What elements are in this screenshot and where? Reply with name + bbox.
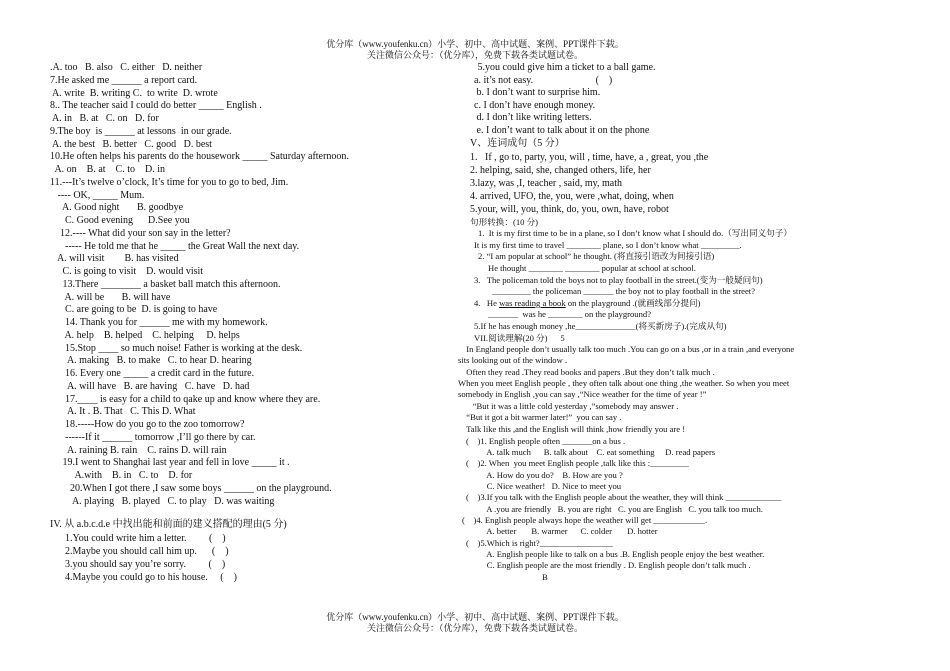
- iv-item: 1.You could write him a letter. ( ): [50, 533, 226, 544]
- reading-question: ( )3.If you talk with the English people about the weather, they will think _____________: [466, 492, 782, 502]
- reading-text: When you meet English people , they often talk about one thing ,the weather. So when you meet: [458, 378, 790, 388]
- question-line: 19.I went to Shanghai last year and fell in love _____ it .: [50, 457, 290, 469]
- question-line: 12.---- What did your son say in the letter?: [50, 227, 231, 239]
- question-line: C. is going to visit D. would visit: [50, 266, 204, 277]
- question-line: A. will be B. will have: [50, 291, 171, 303]
- question-line: 18.-----How do you go to the zoo tomorrow?: [50, 419, 245, 430]
- question-line: A. the best B. better C. good D. best: [50, 138, 212, 150]
- question-line: A. Good night B. goodbye: [50, 202, 184, 214]
- reading-text: “But it got a bit warmer later!” you can say .: [462, 412, 622, 422]
- question-line: C. Good evening D.See you: [50, 215, 190, 226]
- reading-question: ( )1. English people often _______on a bus .: [466, 436, 626, 446]
- reading-options: C. Nice weather! D. Nice to meet you: [476, 481, 622, 491]
- reading-options: A. English people like to talk on a bus .B. English people enjoy the best weather.: [476, 549, 765, 559]
- iv-item: 2.Maybe you should call him up. ( ): [50, 546, 229, 557]
- question-line: A. raining B. rain C. rains D. will rain: [50, 444, 227, 456]
- transform-title: 句形转换：(10 分): [470, 217, 539, 227]
- question-line: A.with B. in C. to D. for: [50, 470, 193, 481]
- transform-q2: 2. “I am popular at school” he thought. (将直接引语改为间接引语): [478, 251, 715, 261]
- iv-option: b. I don’t want to surprise him.: [474, 87, 601, 98]
- reading-text: “But it was a little cold yesterday ,”somebody may answer .: [462, 401, 679, 411]
- question-line: 15.Stop ____ so much noise! Father is working at the desk.: [50, 342, 303, 354]
- reading-text: Talk like this ,and the English will think ,how friendly you are !: [462, 424, 686, 434]
- question-line: 8.. The teacher said I could do better _____ English .: [50, 100, 262, 112]
- underlined-phrase: was reading a book: [499, 298, 566, 308]
- question-line: ----- He told me that he _____ the Great Wall the next day.: [50, 240, 300, 252]
- iv-item: 4.Maybe you could go to his house. ( ): [50, 572, 237, 583]
- iv-option: e. I don’t want to talk about it on the phone: [474, 125, 650, 136]
- question-line: A. making B. to make C. to hear D. hearing: [50, 355, 252, 367]
- reading-text: Often they read .They read books and papers .But they don’t talk much .: [462, 367, 715, 377]
- transform-q1: 1. It is my first time to be in a plane, so I don’t know what I should do.（写出同义句子）: [478, 228, 792, 238]
- question-line: 17.____ is easy for a child to qake up and know where they are.: [50, 393, 321, 405]
- section-vii-title: VII.阅读理解(20 分) 5: [474, 333, 565, 343]
- iv-item: 3.you should say you’re sorry. ( ): [50, 559, 226, 570]
- reading-text: In England people don’t usually talk too much .You can go on a bus ,or in a train ,and everyone: [462, 344, 795, 354]
- question-line: 9.The boy is ______ at lessons in our grade.: [50, 125, 232, 137]
- question-line: ------If it ______ tomorrow ,I’ll go there by car.: [50, 431, 256, 443]
- question-line: .A. too B. also C. either D. neither: [50, 62, 203, 73]
- reading-text: sits looking out of the window .: [458, 355, 568, 365]
- section-v-title: V、连词成句（5 分）: [470, 138, 565, 149]
- section-iv-title: IV. 从 a.b.c.d.e 中找出能和前面的建义搭配的理由(5 分): [50, 519, 287, 530]
- reading-question: ( )4. English people always hope the weather will get ____________.: [462, 515, 708, 525]
- question-line: 10.He often helps his parents do the housework _____ Saturday afternoon.: [50, 151, 349, 163]
- reading-question: ( )2. When you meet English people ,talk like this :_________: [466, 458, 689, 468]
- transform-q5: 5.If he has enough money ,he______________(将买新房子).(完成从句): [474, 321, 727, 331]
- v-item: 4. arrived, UFO, the, you, were ,what, doing, when: [470, 191, 674, 202]
- question-line: C. are going to be D. is going to have: [50, 304, 218, 316]
- header-line-2: 关注微信公众号：（优分库），免费下载各类试题试卷。: [366, 50, 583, 60]
- question-line: A. will visit B. has visited: [50, 253, 179, 265]
- transform-q4-blank: _______ was he ________ on the playground?: [488, 309, 652, 319]
- question-line: A. playing B. played C. to play D. was waiting: [50, 495, 275, 507]
- v-item: 1. If , go to, party, you, will , time, have, a , great, you ,the: [470, 152, 709, 163]
- answer-mark: B: [542, 572, 548, 582]
- reading-options: A. How do you do? B. How are you ?: [476, 470, 623, 480]
- question-line: A. help B. helped C. helping D. helps: [50, 329, 240, 341]
- transform-q2-blank: He thought ________ ________ popular at school at school.: [488, 263, 696, 273]
- question-line: 13.There ________ a basket ball match this afternoon.: [50, 278, 281, 290]
- reading-options: A. better B. warmer C. colder D. hotter: [476, 526, 658, 536]
- transform-q3: 3. The policeman told the boys not to play football in the street.(变为一般疑问句): [474, 275, 763, 285]
- question-line: ---- OK, _____ Mum.: [50, 189, 145, 201]
- iv-option: c. I don’t have enough money.: [474, 100, 596, 111]
- reading-options: A .you are friendly B. you are right C. you are English C. you talk too much.: [476, 504, 763, 514]
- iv-option: d. I don’t like writing letters.: [474, 112, 592, 123]
- question-line: 20.When I got there ,I saw some boys ______ on the playground.: [50, 482, 332, 494]
- question-line: A. will have B. are having C. have D. had: [50, 380, 250, 392]
- question-line: A. It . B. That C. This D. What: [50, 406, 196, 418]
- reading-question: ( )5.Which is right?_________________: [466, 538, 613, 548]
- transform-q1-blank: It is my first time to travel ________ plane, so I don’t know what _________.: [474, 240, 742, 250]
- v-item: 5.your, will, you, think, do, you, own, have, robot: [470, 204, 669, 215]
- reading-options: C. English people are the most friendly . D. English people don’t talk much .: [476, 560, 751, 570]
- question-line: 16. Every one _____ a credit card in the future.: [50, 368, 255, 379]
- reading-text: somebody in English ,you can say ,“Nice weather for the time of year !”: [458, 389, 707, 399]
- question-line: 7.He asked me ______ a report card.: [50, 74, 198, 86]
- footer-line-2: 关注微信公众号：（优分库），免费下载各类试题试卷。: [366, 623, 583, 633]
- question-line: A. on B. at C. to D. in: [50, 164, 166, 175]
- transform-q3-blank: _________ the policeman _______ the boy not to play football in the street?: [492, 286, 756, 296]
- question-line: 14. Thank you for ______ me with my homework.: [50, 317, 268, 328]
- reading-options: A. talk much B. talk about C. eat something D. read papers: [476, 447, 716, 457]
- v-item: 2. helping, said, she, changed others, life, her: [470, 165, 651, 176]
- v-item: 3.lazy, was ,I, teacher , said, my, math: [470, 178, 622, 189]
- question-line: A. write B. writing C. to write D. wrote: [50, 87, 218, 99]
- question-line: 11.---It’s twelve o’clock, It’s time for you to go to bed, Jim.: [50, 176, 289, 188]
- iv-option: a. it’s not easy. ( ): [474, 75, 613, 86]
- question-line: A. in B. at C. on D. for: [50, 113, 159, 124]
- footer-line-1: 优分库（www.youfenku.cn）小学、初中、高中试题、案例、PPT课件下载。: [326, 612, 624, 622]
- transform-q4: 4. He was reading a book on the playground .(就画线部分提问): [474, 298, 701, 308]
- header-line-1: 优分库（www.youfenku.cn）小学、初中、高中试题、案例、PPT课件下载。: [326, 39, 624, 49]
- iv-item-5: 5.you could give him a ticket to a ball game.: [470, 62, 656, 73]
